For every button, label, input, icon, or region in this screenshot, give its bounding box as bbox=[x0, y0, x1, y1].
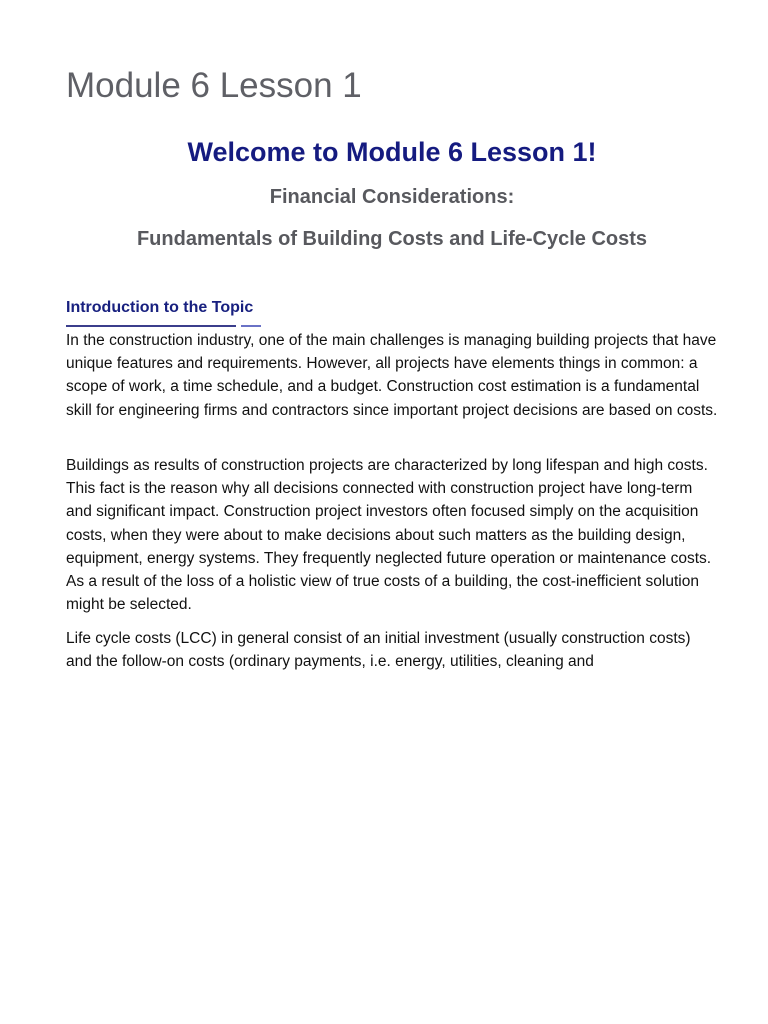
subtitle-building-costs: Fundamentals of Building Costs and Life-Cycle Costs bbox=[136, 228, 648, 250]
paragraph-introduction: In the construction industry, one of the main challenges is managing building projects that have unique features and requirements. However, all projects have elements things in common: a scope of work, a time schedule, and a budget. Construction cost estimation is a fundamental skill for engineering firms and contractors since important project decisions are based on costs. bbox=[66, 332, 718, 419]
welcome-heading: Welcome to Module 6 Lesson 1! bbox=[187, 137, 597, 167]
subtitle-financial-considerations: Financial Considerations: bbox=[269, 186, 515, 208]
paragraph-building-lifespan: Buildings as results of construction projects are characterized by long lifespan and high costs. This fact is the reason why all decisions connected with construction project have long-term and significant impact. Construction project investors often focused simply on the acquisition costs, when they were about to make decisions about such matters as the building design, equipment, energy systems. They frequently neglected future operation or maintenance costs. As a result of the loss of a holistic view of true costs of a building, the cost-inefficient solution might be selected. bbox=[66, 457, 712, 614]
heading-underline-accent bbox=[241, 325, 261, 327]
paragraph-life-cycle-costs: Life cycle costs (LCC) in general consist of an initial investment (usually construction costs) and the follow-on costs (ordinary payments, i.e. energy, utilities, cleaning and bbox=[66, 630, 691, 671]
module-title: Module 6 Lesson 1 bbox=[66, 66, 362, 105]
section-heading-introduction: Introduction to the Topic bbox=[66, 299, 254, 316]
heading-underline bbox=[66, 325, 236, 327]
